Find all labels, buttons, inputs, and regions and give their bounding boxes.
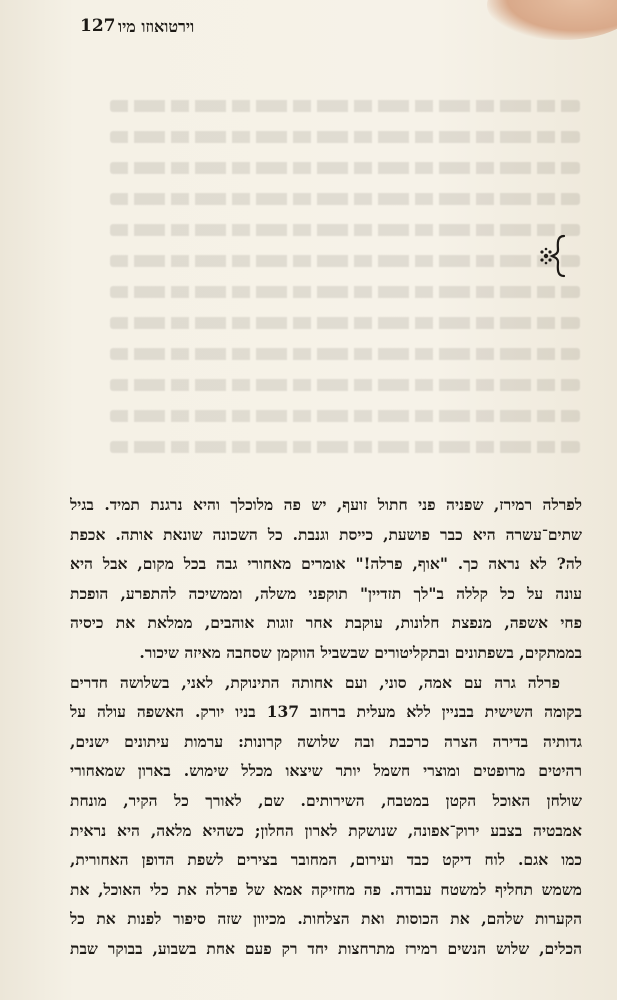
text-line: הכלים, שלוש הנשים רמירז מתרחצות יחד רק פעם אחת בשבוע, בבוקר שבת xyxy=(70,938,582,958)
text-line: לפרלה רמירז, שפניה פני חתול זועף, יש פה מלוכלך והיא נרגנת תמיד. בגיל xyxy=(70,495,582,514)
text-line: רהיטים מרופטים ומוצרי חשמל יותר שיצאו מכלל שימוש. בארון שמאחורי xyxy=(70,761,582,781)
section-break-ornament-icon xyxy=(536,232,576,280)
running-title: וירטואוזו מיו xyxy=(118,17,195,36)
text-line: כמו אגם. לוח דיקט כבד ועירום, המחובר בצירים לשפת הדופן האחורית, xyxy=(70,850,582,870)
text-line: פרלה גרה עם אמה, סוני, ועם אחותה התינוקת, לאני, בשלושה חדרים xyxy=(70,672,560,692)
text-line: גדותיה בדירה הצרה כרכבת ובה שלושה קרונות: ערמות עיתונים ישנים, xyxy=(70,731,582,751)
text-line: בקומה השישית בבניין ללא מעלית ברחוב 137 בניו יורק. האשפה עולה על xyxy=(70,702,582,722)
text-line: לה? לא נראה כך. "אוף, פרלה!" אומרים מאחורי גבה בכל מקום, אבל היא xyxy=(70,554,582,574)
page-number: 127 xyxy=(80,16,116,36)
text-line: בממתקים, בשפתונים ובתקליטורים שבשביל הווקמן שסחבה מאיזה שיכור. xyxy=(139,642,582,662)
text-line: משמש תחליף למשטח עבודה. פה מחזיקה אמא של פרלה את כלי האוכל, את xyxy=(70,879,582,899)
body-text xyxy=(70,490,582,964)
text-line: פחי אשפה, מנפצת חלונות, עוקבת אחר זוגות אוהבים, ממלאת את כיסיה xyxy=(70,613,582,633)
thumb-shadow xyxy=(487,0,617,40)
text-line: הקערות שלהם, את הכוסות ואת הצלחות. מכיוון שזה סיפור לפנות את כל xyxy=(70,909,582,929)
bleed-through-text xyxy=(110,100,580,480)
text-line: עונה על כל קללה ב"לך תזדיין" תוקפני משלה, וממשיכה להתפרע, הופכת xyxy=(70,583,582,603)
text-line: שתים־עשרה היא כבר פושעת, כייסת וגנבת. כל השכונה שונאת אותה. אכפת xyxy=(70,524,582,544)
text-line: שולחן האוכל הקטן במטבח, השירותים. שם, לאורך כל הקיר, מונחת xyxy=(70,790,582,810)
text-line: אמבטיה בצבע ירוק־אפונה, שנושקת לארון החלון; כשהיא מלאה, היא נראית xyxy=(70,820,582,840)
